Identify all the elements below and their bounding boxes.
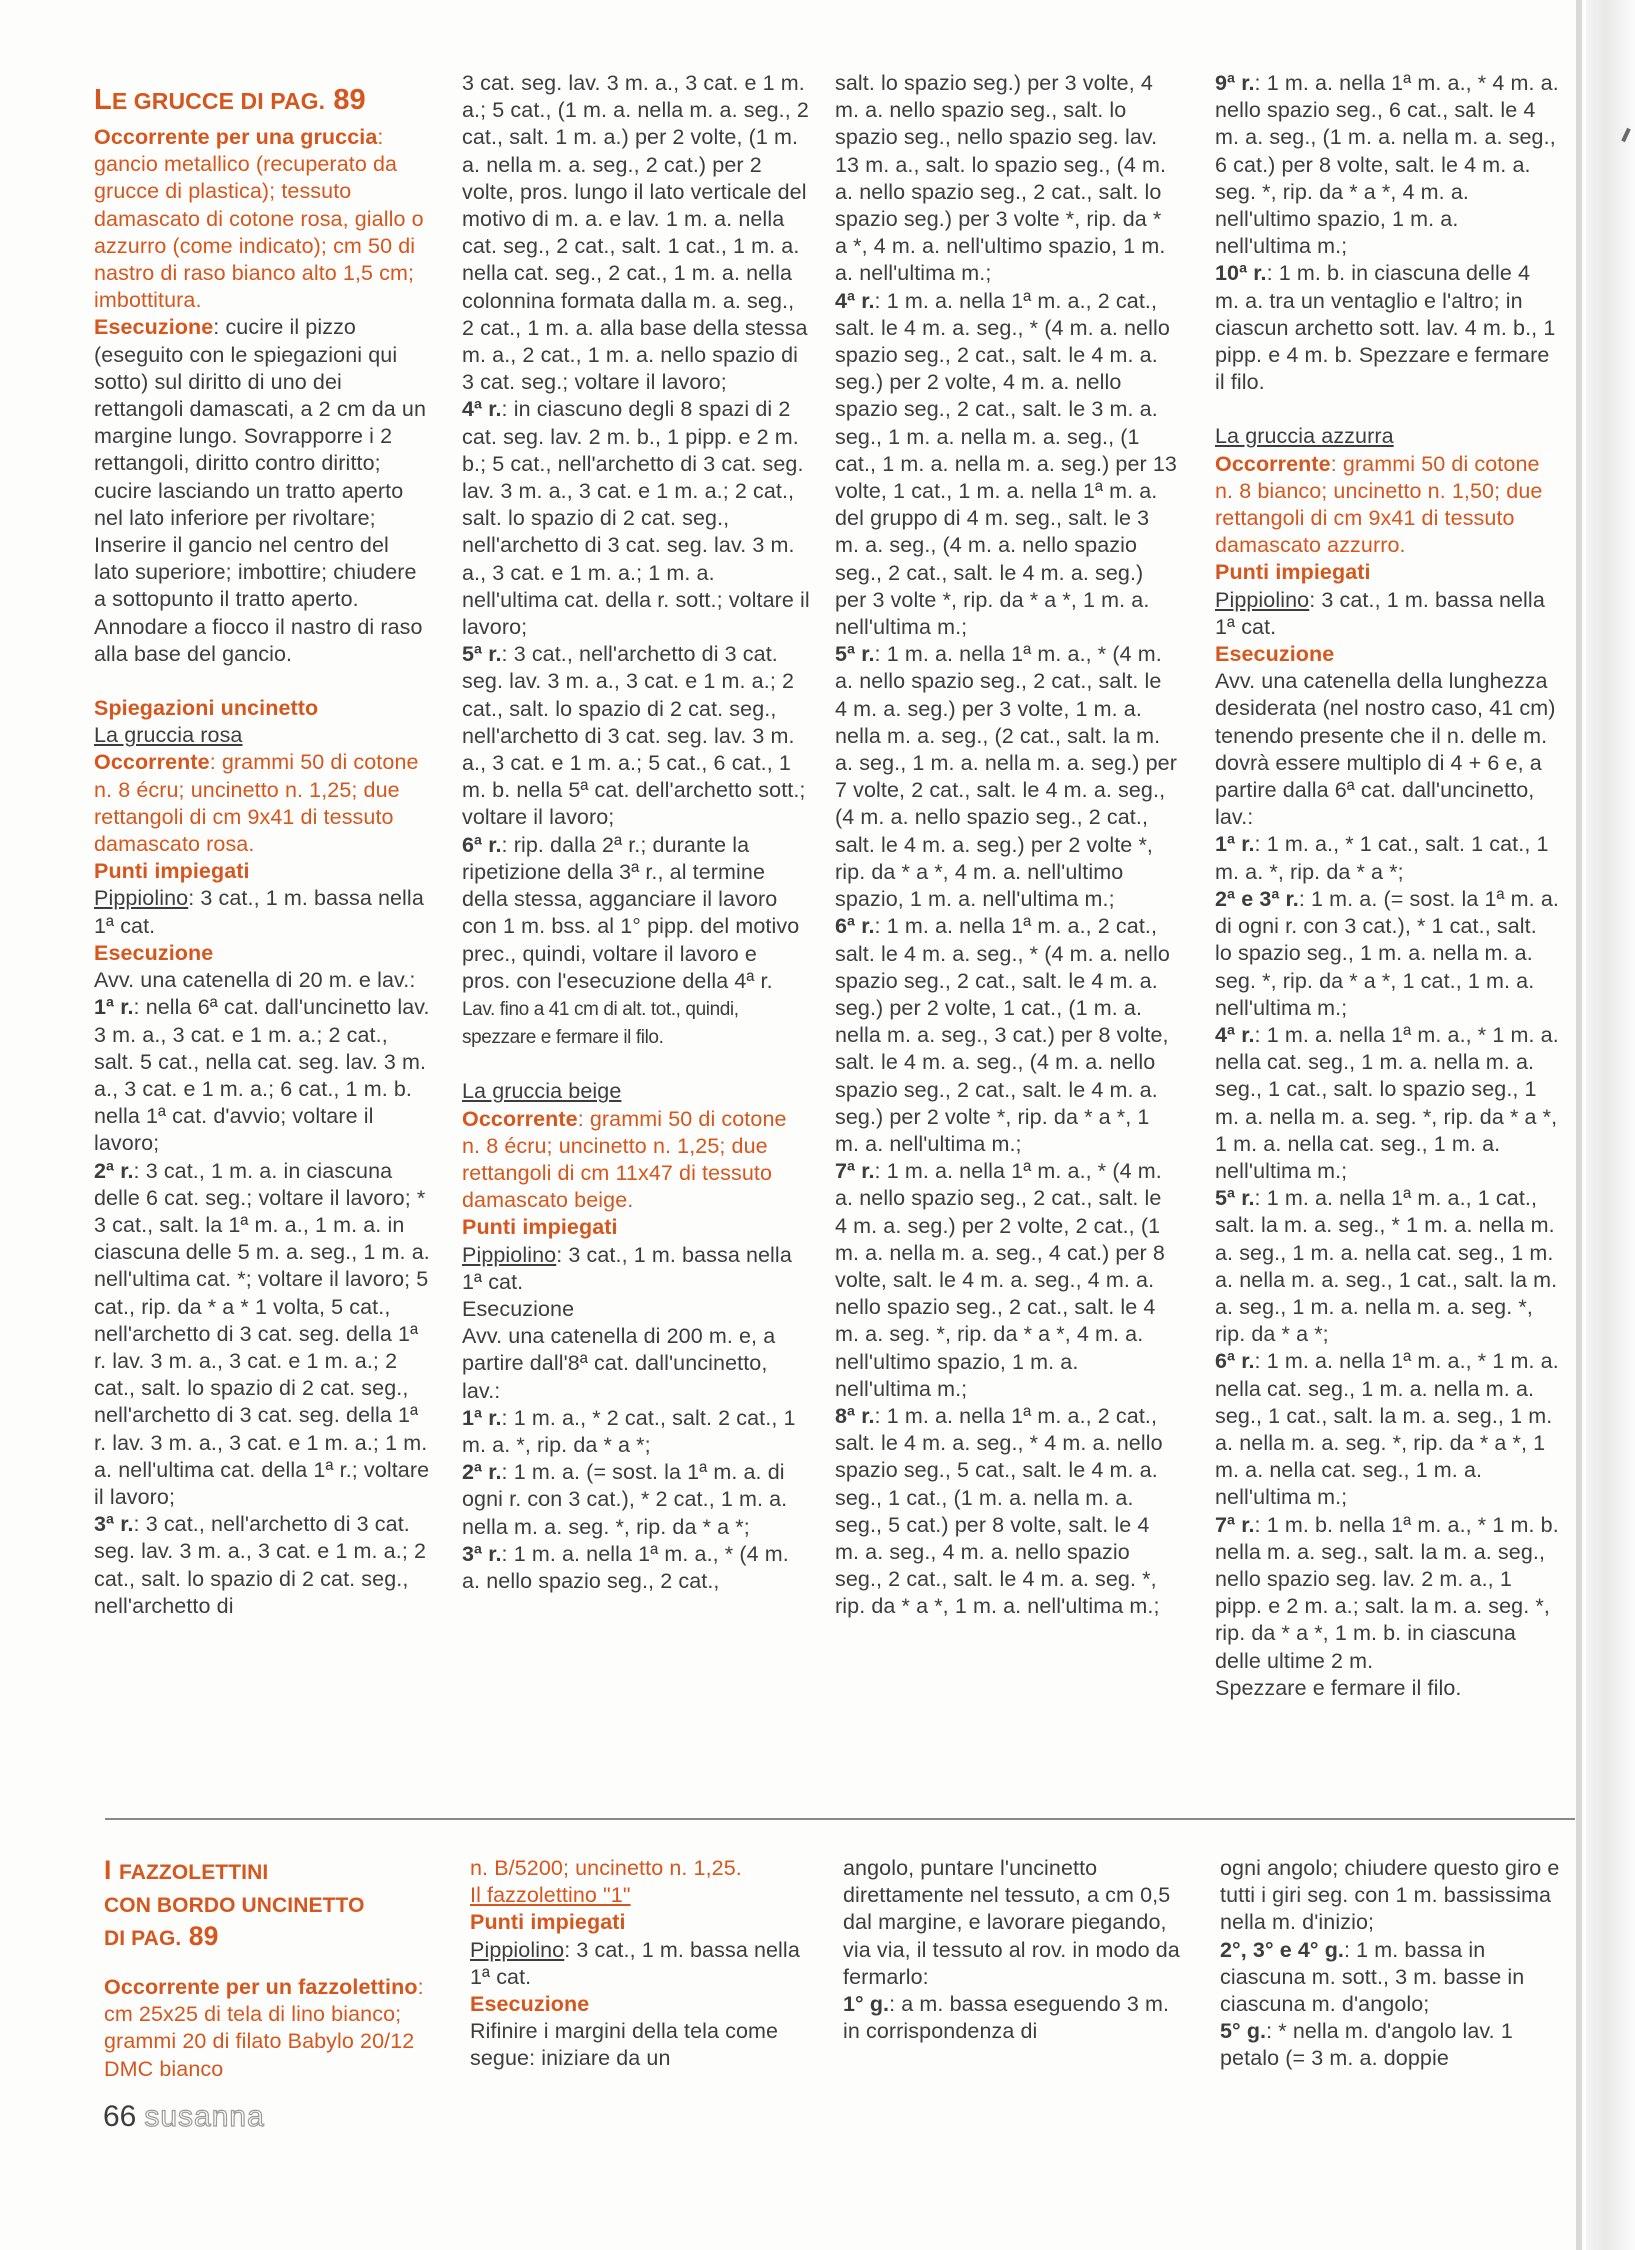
column-3 xyxy=(835,70,1179,1621)
punti-impiegati-heading: Punti impiegati xyxy=(1215,560,1371,585)
instruction-row-1: 1ª r.: nella 6ª cat. dall'uncinetto lav. 3 m. a., 3 cat. e 1 m. a.; 2 cat., salt. 5 cat., nella cat. seg. lav. 3 m. a., 3 cat. e 1 m. a.; 6 cat., 1 m. b. nella 1ª cat. d'avvio; voltare il lavoro; xyxy=(94,995,430,1156)
gruccia-beige-heading: La gruccia beige xyxy=(462,1079,622,1104)
pippiolino-definition: Pippiolino: 3 cat., 1 m. bassa nella 1ª cat. xyxy=(470,1937,800,1989)
pippiolino-definition: Pippiolino: 3 cat., 1 m. bassa nella 1ª cat. xyxy=(1215,587,1545,639)
bottom-column-3 xyxy=(843,1855,1187,2045)
page-edge xyxy=(1586,0,1635,2250)
instruction-row-2: 2ª r.: 3 cat., 1 m. a. in ciascuna delle 6 cat. seg.; voltare il lavoro; * 3 cat., salt. la 1ª m. a., 1 m. a. in ciascuna delle 5 m. a. seg., 1 m. a. nell'ultima cat. *; voltare il lavoro; 5 cat., rip. da * a * 1 volta, 5 cat., nell'archetto di 3 cat. seg. della 1ª r. lav. 3 m. a., 3 cat. e 1 m. a.; 2 cat., salt. lo spazio di 2 cat. seg., nell'archetto di 3 cat. seg. della 1ª r. lav. 3 m. a., 3 cat. e 1 m. a.; 1 m. a. nell'ultima cat. della 1ª r.; voltare il lavoro; xyxy=(94,1158,430,1509)
instruction-rifinire: Rifinire i margini della tela come segue: iniziare da un xyxy=(470,2019,779,2071)
spiegazioni-heading: Spiegazioni uncinetto xyxy=(94,696,319,721)
occorrente-azzurra: Occorrente: grammi 50 di cotone n. 8 bianco; uncinetto n. 1,50; due rettangoli di cm 9x41 di tessuto damascato azzurro. xyxy=(1215,451,1543,558)
occorrente-beige: Occorrente: grammi 50 di cotone n. 8 écru; uncinetto n. 1,25; due rettangoli di cm 11x47 di tessuto damascato beige. xyxy=(462,1106,787,1213)
punti-impiegati-heading: Punti impiegati xyxy=(470,1910,626,1935)
bottom-column-4 xyxy=(1220,1855,1560,2073)
instruction-continuation: 3 cat. seg. lav. 3 m. a., 3 cat. e 1 m. a.; 5 cat., (1 m. a. nella m. a. seg., 2 cat., salt. 1 m. a.) per 2 volte, (1 m. a. nella m. a. seg., 2 cat.) per 2 volte, pros. lungo il lato verticale del motivo di m. a. e lav. 1 m. a. nella cat. seg., 2 cat., salt. 1 cat., 1 m. a. nella cat. seg., 2 cat., 1 m. a. nella colonnina formata dalla m. a. seg., 2 cat., 1 m. a. alla base della stessa m. a., 2 cat., 1 m. a. nello spazio di 3 cat. seg.; voltare il lavoro; xyxy=(462,71,809,395)
instruction-row-6: 6ª r.: 1 m. a. nella 1ª m. a., 2 cat., salt. le 4 m. a. seg., * (4 m. a. nello spazio seg., 2 cat., salt. le 4 m. a. seg.) per 2 volte, 1 cat., (1 m. a. nella m. a. seg., 3 cat.) per 8 volte, salt. le 4 m. a. seg., (4 m. a. nello spazio seg., 2 cat., salt. le 4 m. a. seg.) per 2 volte *, rip. da * a *, 1 m. a. nell'ultima m.; xyxy=(835,914,1170,1156)
instruction-row-2: 2ª r.: 1 m. a. (= sost. la 1ª m. a. di ogni r. con 3 cat.), * 2 cat., 1 m. a. nella m. a. seg. *, rip. da * a *; xyxy=(462,1460,788,1539)
article-title-fazzolettini: I FAZZOLETTINI CON BORDO UNCINETTO DI PAG. 89 xyxy=(104,1855,365,1951)
instruction-row-5: 5ª r.: 3 cat., nell'archetto di 3 cat. seg. lav. 3 m. a., 3 cat. e 1 m. a.; 2 cat., salt. lo spazio di 2 cat. seg., nell'archetto di 3 cat. seg. lav. 3 m. a., 3 cat. e 1 m. a.; 5 cat., 6 cat., 1 m. b. nella 5ª cat. dell'archetto sott.; voltare il lavoro; xyxy=(462,642,806,830)
instruction-row-2-3: 2ª e 3ª r.: 1 m. a. (= sost. la 1ª m. a. di ogni r. con 3 cat.), * 1 cat., salt. lo spazio seg., 1 m. a. nella m. a. seg. *, rip. da * a *, 1 cat., 1 m. a. nell'ultima m.; xyxy=(1215,886,1559,1020)
esecuzione-heading: Esecuzione xyxy=(94,940,214,965)
instruction-row-4: 4ª r.: 1 m. a. nella 1ª m. a., * 1 m. a. nella cat. seg., 1 m. a. nella m. a. seg., 1 cat., salt. lo spazio seg., 1 m. a. nella m. a. seg. *, rip. da * a *, 1 m. a. nella cat. seg., 1 m. a. nell'ultima m.; xyxy=(1215,1022,1559,1183)
instruction-avvio: Avv. una catenella della lunghezza desiderata (nel nostro caso, 41 cm) tenendo presente che il n. delle m. dovrà essere multiplo di 4 + 6 e, a partire dalla 6ª cat. dall'uncinetto, lav.: xyxy=(1215,669,1556,830)
pippiolino-definition: Pippiolino: 3 cat., 1 m. bassa nella 1ª cat. xyxy=(462,1242,792,1294)
pippiolino-definition: Pippiolino: 3 cat., 1 m. bassa nella 1ª cat. xyxy=(94,886,424,938)
esecuzione-heading: Esecuzione xyxy=(470,1992,590,2017)
instruction-giri-2-4: 2°, 3° e 4° g.: 1 m. bassa in ciascuna m. sott., 3 m. basse in ciascuna m. d'angolo; xyxy=(1220,1937,1525,2017)
instruction-row-9: 9ª r.: 1 m. a. nella 1ª m. a., * 4 m. a. nello spazio seg., 6 cat., salt. le 4 m. a. seg., (1 m. a. nella m. a. seg., 6 cat.) per 8 volte, salt. le 4 m. a. seg. *, rip. da * a *, 4 m. a. nell'ultimo spazio, 1 m. a. nell'ultima m.; xyxy=(1215,71,1559,259)
gruccia-azzurra-heading: La gruccia azzurra xyxy=(1215,424,1394,449)
occorrente-fazzolettino: Occorrente per un fazzolettino: cm 25x25 di tela di lino bianco; grammi 20 di filato Babylo 20/12 DMC bianco xyxy=(104,1975,424,2081)
instruction-row-1: 1ª r.: 1 m. a., * 1 cat., salt. 1 cat., 1 m. a. *, rip. da * a *; xyxy=(1215,832,1549,884)
instruction-row-4: 4ª r.: 1 m. a. nella 1ª m. a., 2 cat., salt. le 4 m. a. seg., * (4 m. a. nello spazio seg., 2 cat., salt. le 4 m. a. seg.) per 2 volte, 4 m. a. nello spazio seg., 2 cat., salt. le 3 m. a. seg., 1 m. a. nella m. a. seg., (1 cat., 1 m. a. nella m. a. seg.) per 13 volte, 1 cat., 1 m. a. nella 1ª m. a. del gruppo di 4 m. seg., salt. le 3 m. a. seg., (4 m. a. nello spazio seg., 2 cat., salt. le 4 m. a. seg.) per 3 volte *, rip. da * a *, 1 m. a. nell'ultima m.; xyxy=(835,288,1177,640)
occorrente-continuation: n. B/5200; uncinetto n. 1,25. xyxy=(470,1856,742,1880)
article-title-grucce: LE GRUCCE DI PAG. 89 xyxy=(94,84,366,116)
gruccia-rosa-heading: La gruccia rosa xyxy=(94,723,243,748)
instruction-row-7: 7ª r.: 1 m. a. nella 1ª m. a., * (4 m. a. nello spazio seg., 2 cat., salt. le 4 m. a. seg.) per 2 volte, 2 cat., (1 m. a. nella m. a. seg., 4 cat.) per 8 volte, salt. le 4 m. a. seg., 4 m. a. nello spazio seg., 2 cat., salt. le 4 m. a. seg. *, rip. da * a *, 4 m. a. nell'ultimo spazio, 1 m. a. nell'ultima m.; xyxy=(835,1159,1165,1401)
instruction-giro-5: 5° g.: * nella m. d'angolo lav. 1 petalo (= 3 m. a. doppie xyxy=(1220,2019,1513,2071)
instruction-row-5: 5ª r.: 1 m. a. nella 1ª m. a., 1 cat., salt. la m. a. seg., * 1 m. a. nella m. a. seg., 1 m. a. nella cat. seg., 1 m. a. nella m. a. seg., 1 cat., salt. la m. a. seg., 1 m. a. nella m. a. seg. *, rip. da * a *; xyxy=(1215,1186,1558,1347)
column-4 xyxy=(1215,70,1559,1702)
instruction-row-8: 8ª r.: 1 m. a. nella 1ª m. a., 2 cat., salt. le 4 m. a. seg., * 4 m. a. nello spazio seg., 5 cat., salt. le 4 m. a. seg., 1 cat., (1 m. a. nella m. a. seg., 5 cat.) per 8 volte, salt. le 4 m. a. seg., 4 m. a. nello spazio seg., 2 cat., salt. le 4 m. a. seg. *, rip. da * a *, 1 m. a. nell'ultima m.; xyxy=(835,1403,1163,1619)
instruction-row-7: 7ª r.: 1 m. b. nella 1ª m. a., * 1 m. b. nella m. a. seg., salt. la m. a. seg., nello spazio seg. lav. 2 m. a., 1 pipp. e 2 m. a.; salt. la m. a. seg. *, rip. da * a *, 1 m. b. in ciascuna delle ultime 2 m. xyxy=(1215,1512,1559,1673)
instruction-row-4: 4ª r.: in ciascuno degli 8 spazi di 2 cat. seg. lav. 2 m. b., 1 pipp. e 2 m. b.; 5 cat., nell'archetto di 3 cat. seg. lav. 3 m. a., 3 cat. e 1 m. a.; 2 cat., salt. lo spazio di 2 cat. seg., nell'archetto di 3 cat. seg. lav. 3 m. a., 3 cat. e 1 m. a.; 1 m. a. nell'ultima cat. della r. sott.; voltare il lavoro; xyxy=(462,397,810,640)
instruction-row-5: 5ª r.: 1 m. a. nella 1ª m. a., * (4 m. a. nello spazio seg., 2 cat., salt. le 4 m. a. seg.) per 3 volte, 1 m. a. nella m. a. seg., (2 cat., salt. la m. a. seg., 1 m. a. nella m. a. seg.) per 7 volte, 2 cat., salt. le 4 m. a. seg., (4 m. a. nello spazio seg., 2 cat., salt. le 4 m. a. seg.) per 2 volte *, rip. da * a *, 4 m. a. nell'ultimo spazio, 1 m. a. nell'ultima m.; xyxy=(835,642,1177,912)
column-2 xyxy=(462,70,810,1595)
page-number: 66 xyxy=(103,2100,137,2133)
instruction-continuation: salt. lo spazio seg.) per 3 volte, 4 m. a. nello spazio seg., salt. lo spazio seg., nello spazio seg. lav. 13 m. a., salt. lo spazio seg., (4 m. a. nello spazio seg., 2 cat., salt. lo spazio seg.) per 3 volte *, rip. da * a *, 4 m. a. nell'ultimo spazio, 1 m. a. nell'ultima m.; xyxy=(835,71,1167,286)
occorrente-rosa: Occorrente: grammi 50 di cotone n. 8 écru; uncinetto n. 1,25; due rettangoli di cm 9x41 di tessuto damascato rosa. xyxy=(94,750,419,857)
esecuzione-label: Esecuzione xyxy=(462,1296,575,1321)
page-fold-shadow xyxy=(1576,0,1582,2250)
punti-impiegati-heading: Punti impiegati xyxy=(94,859,250,884)
instruction-row-6: 6ª r.: 1 m. a. nella 1ª m. a., * 1 m. a. nella cat. seg., 1 m. a. nella m. a. seg., 1 cat., salt. la m. a. seg., 1 m. a. nella m. a. seg. *, rip. da * a *, 1 m. a. nella cat. seg., 1 m. a. nell'ultima m.; xyxy=(1215,1349,1559,1510)
punti-impiegati-heading: Punti impiegati xyxy=(462,1215,618,1240)
page-footer xyxy=(103,2100,265,2134)
instruction-row-1: 1ª r.: 1 m. a., * 2 cat., salt. 2 cat., 1 m. a. *, rip. da * a *; xyxy=(462,1405,796,1457)
instruction-avvio: Avv. una catenella di 20 m. e lav.: xyxy=(94,968,416,993)
bottom-column-2 xyxy=(470,1855,810,2073)
magazine-logo: susanna xyxy=(144,2100,265,2133)
esecuzione-gruccia: Esecuzione: cucire il pizzo (eseguito con le spiegazioni qui sotto) sul diritto di uno dei rettangoli damascati, a 2 cm da un margine lungo. Sovrapporre i 2 rettangoli, diritto contro diritto; cucire lasciando un tratto aperto nel lato inferiore per rivoltare; Inserire il gancio nel centro del lato superiore; imbottire; chiudere a sottopunto il tratto aperto. Annodare a fiocco il nastro di raso alla base del gancio. xyxy=(94,315,427,666)
instruction-avvio: Avv. una catenella di 200 m. e, a partire dall'8ª cat. dall'uncinetto, lav.: xyxy=(462,1324,776,1403)
esecuzione-heading: Esecuzione xyxy=(1215,642,1335,667)
instruction-text: ogni angolo; chiudere questo giro e tutti i giri seg. con 1 m. bassissima nella m. d'inizio; xyxy=(1220,1856,1560,1935)
column-1 xyxy=(94,84,430,1620)
instruction-row-10: 10ª r.: 1 m. b. in ciascuna delle 4 m. a. tra un ventaglio e l'altro; in ciascun archetto sott. lav. 4 m. b., 1 pipp. e 4 m. b. Spezzare e fermare il filo. xyxy=(1215,261,1556,395)
fazzolettino-1-heading: Il fazzolettino "1" xyxy=(470,1883,631,1908)
instruction-row-6: 6ª r.: rip. dalla 2ª r.; durante la ripetizione della 3ª r., al termine della stessa, agganciare il lavoro con 1 m. bss. al 1° pipp. del motivo prec., quindi, voltare il lavoro e pros. con l'esecuzione della 4ª r. Lav. fino a 41 cm di alt. tot., quindi, spezzare e fermare il filo. xyxy=(462,832,800,1049)
closing-instruction: Spezzare e fermare il filo. xyxy=(1215,1675,1462,1700)
instruction-text: angolo, puntare l'uncinetto direttamente nel tessuto, a cm 0,5 dal margine, e lavorare piegando, via via, il tessuto al rov. in modo da fermarlo: xyxy=(843,1856,1180,1989)
occorrente-gruccia: Occorrente per una gruccia: gancio metallico (recuperato da grucce di plastica); tessuto damascato di cotone rosa, giallo o azzurro (come indicato); cm 50 di nastro di raso bianco alto 1,5 cm; imbottitura. xyxy=(94,125,424,313)
section-divider xyxy=(105,1818,1575,1820)
instruction-giro-1: 1° g.: a m. bassa eseguendo 3 m. in corrispondenza di xyxy=(843,1992,1170,2044)
instruction-row-3: 3ª r.: 1 m. a. nella 1ª m. a., * (4 m. a. nello spazio seg., 2 cat., xyxy=(462,1541,789,1593)
instruction-row-3: 3ª r.: 3 cat., nell'archetto di 3 cat. seg. lav. 3 m. a., 3 cat. e 1 m. a.; 2 cat., salt. lo spazio di 2 cat. seg., nell'archetto di xyxy=(94,1512,427,1618)
bottom-column-1 xyxy=(104,1855,440,2083)
